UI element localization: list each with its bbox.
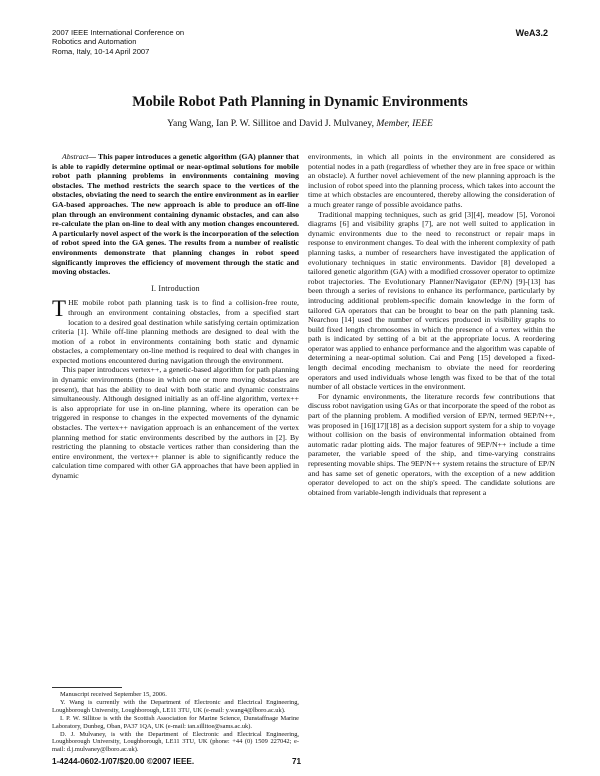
left-column — [52, 152, 299, 481]
session-code: WeA3.2 — [515, 28, 548, 38]
conference-header — [52, 28, 184, 56]
conference-line: Roma, Italy, 10-14 April 2007 — [52, 46, 150, 56]
footnote: Y. Wang is currently with the Department of Electronic and Electrical Engineering, Loughborough University, Loughborough, LE11 3TU, UK (e-mail: y.wang4@lboro.ac.uk). — [52, 698, 299, 714]
paper-title: Mobile Robot Path Planning in Dynamic Environments — [132, 94, 468, 110]
intro-paragraph-1-text: HE mobile robot path planning task is to find a collision-free route, through an environment containing obstacles, from a specified start location to a desired goal destination while satisfying certain optimization criteria [1]. While off-line planning methods are designed to deal with the motion of a robot in environments containing both static and dynamic obstacles, a complementary on-line method is required to deal with changes in expected motions encountered during navigation through the environment. — [52, 298, 299, 365]
footnote-rule — [52, 687, 122, 688]
right-column — [308, 152, 555, 497]
conference-line: 2007 IEEE International Conference on — [52, 28, 185, 37]
page-number: 71 — [292, 757, 302, 766]
conference-line: Robotics and Automation — [52, 37, 137, 47]
member-designation: Member, IEEE — [376, 118, 433, 129]
author-names: Yang Wang, Ian P. W. Sillitoe and David J. Mulvaney, — [167, 118, 377, 129]
right-paragraph-1: environments, in which all points in the environment are considered as potential nodes in a path (regardless of whether they are in free space or within an obstacle). A further novel achievement of the new planning approach is the inclusion of robot speed into the planning process, which takes into account the time at which obstacles are encountered, thereby allowing the consideration of a much greater range of possible avoidance paths. — [308, 152, 555, 209]
right-paragraph-3: For dynamic environments, the literature records few contributions that discuss robot navigation using GAs or that incorporate the speed of the robot as part of the planning problem. A modified version of EP/N, termed 9EP/N++, was proposed in [16][17][18] as a decision support system for a ship to voyage without collision on the basis of environmental information obtained from automatic radar plotting aids. The major features of 9EP/N++ include a time parameter, the variable speed of the ship, and time-varying constrains representing movable ships. The 9EP/N++ system retains the structure of EP/N and has same set of genetic operators, with the exception of a new addition operator developed to act on the ship's speed. The candidate solutions are obtained from variable-length individuals that represent a — [308, 391, 555, 497]
abstract — [52, 152, 299, 277]
copyright-notice: 1-4244-0602-1/07/$20.00 ©2007 IEEE. — [52, 757, 195, 766]
intro-paragraph-2: This paper introduces vertex++, a genetic-based algorithm for path planning in dynamic environments (those in which one or more moving obstacles are present), that has the ability to deal with both static and dynamic constrains simultaneously. Although designed initially as an off-line algorithm, vertex++ is also appropriate for use in on-line planning, where its operation can be triggered in response to changes in the expected movements of the dynamic obstacles. The vertex++ navigation approach is an enhancement of the vertex planning method for static environments described by the authors in [2]. By restricting the planning to obstacle vertices rather than considering than the entire environment, the vertex++ planner is able to significantly reduce the calculation time compared with other GA approaches that have been applied in dynamic — [52, 365, 299, 480]
abstract-lead: Abstract — [62, 152, 89, 161]
author-line — [0, 118, 600, 129]
section-heading: I. Introduction — [151, 283, 200, 293]
footnote: D. J. Mulvaney, is with the Department of Electronic and Electrical Engineering, Loughborough University, Loughborough, LE11 3TU, UK (phone: +44 (0) 1509 227042; e-mail: d.j.mulvaney@lboro.ac.uk). — [52, 730, 299, 754]
footnotes — [52, 691, 299, 754]
drop-cap: T — [52, 296, 67, 322]
abstract-text: — This paper introduces a genetic algorithm (GA) planner that is able to rapidly determine optimal or near-optimal solutions for mobile robot path planning problems in environments containing moving obstacles. The method restricts the search space to the vertices of the obstacles, obviating the need to search the entire environment as in earlier GA-based approaches. The new approach is able to produce an off-line plan through an environment containing dynamic obstacles, and can also re-calculate the plan on-line to deal with any motion changes encountered. A particularly novel aspect of the work is the incorporation of the selection of robot speed into the GA genes. The results from a number of realistic environments demonstrate that planning changes in robot speed significantly improves the efficiency of movement through the static and moving obstacles. — [52, 152, 299, 277]
footnote: I. P. W. Sillitoe is with the Scottish Association for Marine Science, Dunstaffnage Marine Laboratory, Dunbeg, Oban, PA37 1QA, UK (e-mail: ian.sillitoe@sams.ac.uk). — [52, 714, 299, 730]
right-paragraph-2: Traditional mapping techniques, such as grid [3][4], meadow [5], Voronoi diagrams [6] and visibility graphs [7], are not well suited to application in dynamic environments due to the need to reconstruct or repair maps in response to environment changes. To deal with the inherent complexity of path planning tasks, a number of researchers have investigated the application of evolutionary techniques in static environments. Davidor [8] developed a tailored genetic algorithm (GA) with a modified crossover operator to optimize robot trajectories. The Evolutionary Planner/Navigator (EP/N) [9]-[13] has been through a series of revisions to enhance its performance, particularly by introducing additional problem-specific domain knowledge in the form of tailored GA operators that can be brought to bear on the path planning task. Nearchou [14] used the number of vertices produced in visibility graphs to build fixed length chromosomes in which the presence of a vertex within the path is indicated by setting of a bit at the appropriate locus. A reordering operator was applied to enhance performance and the algorithm was capable of determining a near-optimal solution. Cai and Peng [15] developed a fixed-length decimal encoding mechanism to obviate the need for reordering operators and used individuals whose length was fixed to be that of the total number of all obstacle vertices in the environment. — [308, 209, 555, 392]
footnote: Manuscript received September 15, 2006. — [60, 691, 167, 698]
intro-paragraph-1 — [52, 298, 299, 365]
